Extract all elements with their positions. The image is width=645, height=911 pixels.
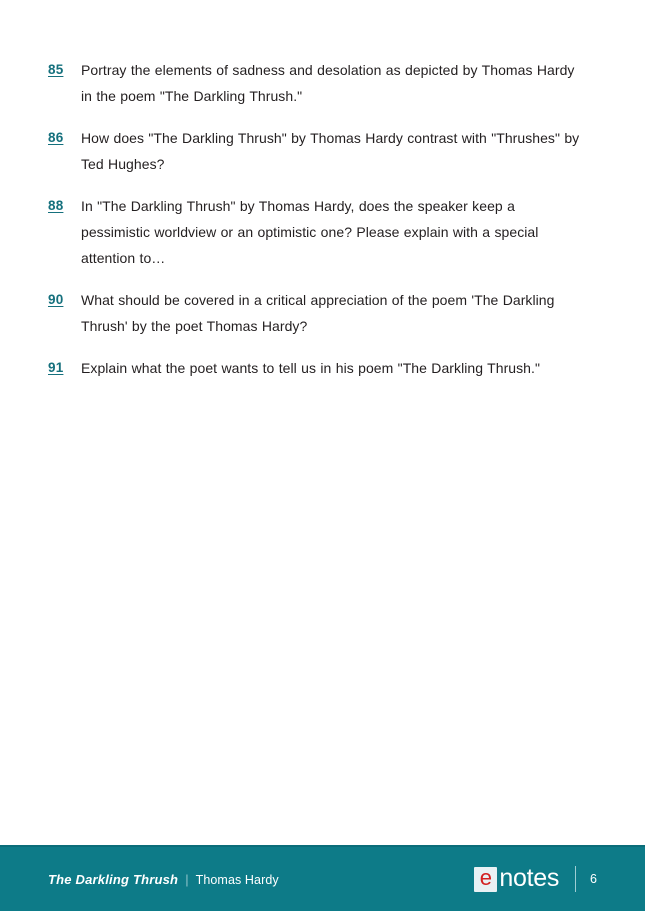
list-item[interactable] [48, 57, 588, 109]
enotes-e-mark-icon: e [474, 867, 497, 892]
list-item[interactable] [48, 193, 588, 271]
question-number-link[interactable]: 90 [48, 292, 64, 307]
question-text: Portray the elements of sadness and desolation as depicted by Thomas Hardy in the poem "The Darkling Thrush." [81, 62, 575, 104]
footer-branding [474, 863, 597, 893]
page-footer [0, 845, 645, 911]
footer-citation [48, 872, 279, 887]
list-item[interactable] [48, 287, 588, 339]
footer-author-name: Thomas Hardy [195, 872, 279, 887]
question-number-link[interactable]: 86 [48, 130, 64, 145]
enotes-logo [474, 863, 560, 893]
footer-work-title: The Darkling Thrush [48, 871, 179, 887]
question-text: How does "The Darkling Thrush" by Thomas Hardy contrast with "Thrushes" by Ted Hughes? [81, 130, 580, 172]
question-text: What should be covered in a critical appreciation of the poem 'The Darkling Thrush' by the poet Thomas Hardy? [81, 292, 555, 334]
question-number-link[interactable]: 88 [48, 198, 64, 213]
question-text: Explain what the poet wants to tell us in his poem "The Darkling Thrush." [81, 360, 540, 376]
list-item[interactable] [48, 355, 588, 381]
question-number-link[interactable]: 85 [48, 62, 64, 77]
list-item[interactable] [48, 125, 588, 177]
question-text: In "The Darkling Thrush" by Thomas Hardy, does the speaker keep a pessimistic worldview or an optimistic one? Please explain with a special attention to… [81, 198, 539, 266]
page-number: 6 [590, 871, 597, 886]
footer-separator: | [185, 871, 189, 887]
question-number-link[interactable]: 91 [48, 360, 64, 375]
footer-divider [575, 866, 576, 892]
question-list [48, 57, 588, 381]
enotes-wordmark: notes [499, 863, 560, 892]
